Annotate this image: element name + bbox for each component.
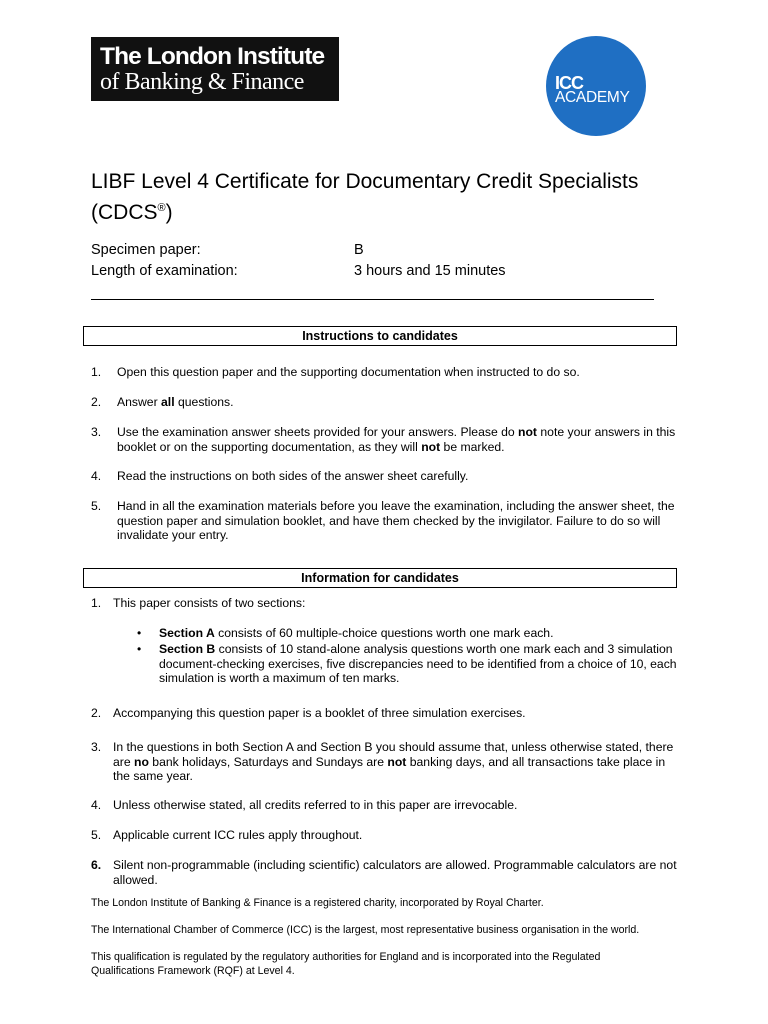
libf-logo xyxy=(91,37,339,101)
bullet-item xyxy=(159,626,679,641)
icc-academy-logo xyxy=(546,36,646,136)
info-number: 3. xyxy=(91,740,102,754)
bullet-text: consists of 60 multiple-choice questions worth one mark each. xyxy=(214,626,554,640)
info-number: 1. xyxy=(91,596,102,610)
libf-logo-line2: of Banking & Finance xyxy=(100,69,304,95)
instruction-number: 5. xyxy=(91,499,102,513)
bullet-icon: • xyxy=(137,626,142,640)
info-number: 2. xyxy=(91,706,102,720)
emphasis: not xyxy=(518,425,537,439)
footer-note: The International Chamber of Commerce (ICC) is the largest, most representative business organisation in the world. xyxy=(91,924,640,936)
info-number: 5. xyxy=(91,828,102,842)
instruction-item: Hand in all the examination materials before you leave the examination, including the answer sheet, the question paper and simulation booklet, and have them checked by the invigilator. Failure to do so will invalidate your entry. xyxy=(117,499,675,543)
libf-logo-line1: The London Institute xyxy=(100,43,325,70)
text: In the questions in both Section A and Section B you should assume that, unless otherwise stated, there are xyxy=(113,740,674,769)
info-item: This paper consists of two sections: xyxy=(113,596,306,610)
text: note your answers in this booklet or on the supporting documentation, as they will xyxy=(117,425,676,454)
bullet-bold: Section B xyxy=(159,642,216,656)
info-item: Applicable current ICC rules apply throughout. xyxy=(113,828,363,842)
instruction-number: 1. xyxy=(91,365,102,379)
instruction-item xyxy=(117,395,677,410)
footer-note: The London Institute of Banking & Finance is a registered charity, incorporated by Royal Charter. xyxy=(91,897,544,909)
length-label: Length of examination: xyxy=(91,263,238,279)
emphasis: no xyxy=(134,754,149,769)
bullet-bold: Section A xyxy=(159,626,215,640)
specimen-label: Specimen paper: xyxy=(91,242,201,258)
icc-logo-line2: ACADEMY xyxy=(555,89,630,106)
text: be marked. xyxy=(440,439,505,454)
divider xyxy=(91,299,654,300)
info-item xyxy=(113,740,678,784)
emphasis: not xyxy=(421,439,441,454)
instruction-item: Read the instructions on both sides of the answer sheet carefully. xyxy=(117,469,469,483)
title-close: ) xyxy=(165,201,173,224)
text: bank holidays, Saturdays and Sundays are xyxy=(148,754,388,769)
emphasis: all xyxy=(161,395,175,409)
bullet-text: consists of 10 stand-alone analysis questions worth one mark each and 3 simulation document-checking exercises, five discrepancies need to be identified from a choice of 10, each simulation is worth a maximum of ten marks. xyxy=(159,642,677,686)
registered-mark: ® xyxy=(157,202,166,214)
length-row xyxy=(91,262,506,280)
emphasis: not xyxy=(387,754,407,769)
instruction-item xyxy=(117,425,677,454)
instruction-number: 3. xyxy=(91,425,102,439)
info-number: 4. xyxy=(91,798,102,812)
specimen-row xyxy=(91,241,364,259)
text: Answer xyxy=(117,395,162,409)
instruction-item: Open this question paper and the supporting documentation when instructed to do so. xyxy=(117,365,580,379)
bullet-item xyxy=(159,642,679,686)
info-number: 6. xyxy=(91,858,102,872)
information-heading: Information for candidates xyxy=(83,568,677,588)
footer-note: This qualification is regulated by the regulatory authorities for England and is incorporated into the Regulated Qualifications Framework (RQF) at Level 4. xyxy=(91,951,601,977)
icc-logo-line1: ICC xyxy=(555,73,583,93)
instruction-number: 4. xyxy=(91,469,102,483)
document-title xyxy=(91,168,691,226)
instructions-heading: Instructions to candidates xyxy=(83,326,677,346)
info-item: Unless otherwise stated, all credits referred to in this paper are irrevocable. xyxy=(113,798,518,812)
length-value: 3 hours and 15 minutes xyxy=(354,263,506,279)
info-item: Silent non-programmable (including scientific) calculators are allowed. Programmable calculators are not allowed. xyxy=(113,858,677,887)
info-item: Accompanying this question paper is a booklet of three simulation exercises. xyxy=(113,706,526,720)
instruction-number: 2. xyxy=(91,395,102,409)
text: questions. xyxy=(174,395,234,409)
bullet-icon: • xyxy=(137,642,142,656)
specimen-value: B xyxy=(354,242,364,258)
title-text: LIBF Level 4 Certificate for Documentary Credit Specialists (CDCS xyxy=(91,170,639,224)
text: Use the examination answer sheets provided for your answers. Please do xyxy=(117,425,519,439)
text: banking days, and all transactions take place in the same year. xyxy=(113,754,666,784)
